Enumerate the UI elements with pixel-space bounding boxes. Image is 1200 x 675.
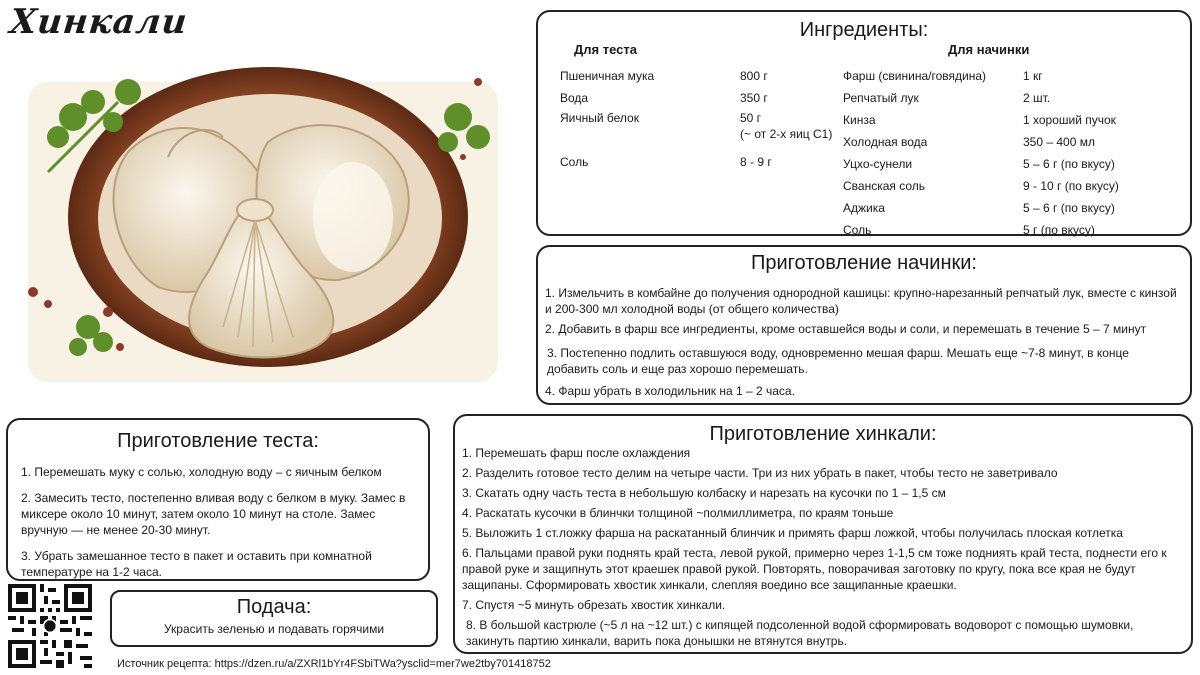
recipe-source-link[interactable]: Источник рецепта: https://dzen.ru/a/ZXRl1bYr4FSbiTWa?ysclid=mer7we2tby701418752	[117, 658, 551, 670]
serving-text: Украсить зеленью и подавать горячими	[163, 622, 385, 636]
dough-prep-title: Приготовление теста:	[117, 430, 319, 452]
ingredient-row	[843, 223, 1183, 245]
filling-steps	[545, 285, 1182, 405]
filling-prep-panel	[536, 245, 1192, 405]
step: 4. Фарш убрать в холодильник на 1 – 2 часа.	[545, 384, 795, 398]
dough-ingredients-header: Для теста	[574, 42, 637, 57]
ingredient-row	[843, 201, 1183, 223]
ingredients-panel	[536, 10, 1192, 236]
step: 1. Измельчить в комбайне до получения однородной кашицы: крупно-нарезанный репчатый лук, вместе с кинзой и 200-300 мл холодной воды (от общего количества)	[545, 286, 1177, 316]
serving-panel	[110, 590, 438, 647]
step: 1. Перемешать муку с солью, холодную воду – с яичным белком	[21, 465, 382, 479]
khinkali-prep-title: Приготовление хинкали:	[709, 423, 937, 445]
ingredient-amount: 5 г (по вкусу)	[1023, 223, 1095, 237]
ingredient-row	[560, 69, 840, 91]
serving-title: Подача:	[236, 596, 312, 618]
step: 3. Постепенно подлить оставшуюся воду, одновременно мешая фарш. Мешать еще ~7-8 минут, в конце добавить соль и еще раз хорошо перемешать.	[547, 346, 1129, 376]
ingredient-row	[560, 91, 840, 111]
ingredient-note: (~ от 2-х яиц С1)	[740, 127, 833, 141]
step: 8. В большой кастрюле (~5 л на ~12 шт.) с кипящей подсоленной водой сформировать водоворот с помощью шумовки, закинуть партию хинкали, варить пока донышки не втянутся внутрь.	[466, 618, 1134, 648]
ingredient-amount: 5 – 6 г (по вкусу)	[1023, 157, 1115, 171]
filling-ingredients-list	[843, 69, 1183, 245]
dough-prep-panel	[6, 418, 430, 581]
step: 2. Разделить готовое тесто делим на четыре части. Три из них убрать в пакет, чтобы тесто не заветривало	[462, 466, 1058, 480]
step: 3. Убрать замешанное тесто в пакет и оставить при комнатной температуре на 1-2 часа.	[21, 549, 372, 579]
ingredient-row	[843, 91, 1183, 113]
ingredient-row	[560, 155, 840, 175]
ingredient-amount: 5 – 6 г (по вкусу)	[1023, 201, 1115, 215]
step: 3. Скатать одну часть теста в небольшую колбаску и нарезать на кусочки по 1 – 1,5 см	[462, 486, 946, 500]
ingredient-amount: 50 г	[740, 111, 762, 125]
ingredient-row	[843, 135, 1183, 157]
step: 2. Замесить тесто, постепенно вливая воду с белком в муку. Замес в миксере около 10 минут, затем около 10 минут на столе. Замес вручную — не менее 20-30 минут.	[21, 491, 406, 537]
ingredient-amount: 350 г	[740, 91, 768, 105]
ingredient-amount: 1 кг	[1023, 69, 1043, 83]
ingredient-name: Репчатый лук	[843, 91, 919, 105]
step: 2. Добавить в фарш все ингредиенты, кроме оставшейся воды и соли, и перемешать в течение 5 – 7 минут	[545, 322, 1147, 336]
ingredient-amount: 2 шт.	[1023, 91, 1051, 105]
ingredient-name: Сванская соль	[843, 179, 926, 193]
ingredient-name: Пшеничная мука	[560, 69, 655, 83]
step: 6. Пальцами правой руки поднять край теста, левой рукой, примерно через 1-1,5 см тоже подниять край теста, поднести его к правой руке и защипнуть этот краешек правой рукой. Повторять, поворачивая заготовку по кругу, пока все края не будут защипаны. Сформировать хвостик хинкали, слепляя воедино все защипанные краешки.	[462, 546, 1167, 592]
ingredient-name: Фарш (свинина/говядина)	[843, 69, 986, 83]
ingredient-name: Соль	[560, 155, 589, 169]
ingredient-amount: 8 - 9 г	[740, 155, 772, 169]
ingredient-row	[843, 157, 1183, 179]
khinkali-prep-panel	[453, 414, 1193, 654]
ingredient-name: Уцхо-сунели	[843, 157, 913, 171]
ingredient-name: Кинза	[843, 113, 876, 127]
qr-code[interactable]	[8, 584, 92, 668]
ingredient-name: Яичный белок	[560, 111, 639, 125]
ingredient-amount: 1 хороший пучок	[1023, 113, 1116, 127]
ingredient-row	[560, 111, 840, 155]
step: 7. Спустя ~5 минуть обрезать хвостик хинкали.	[462, 598, 726, 612]
ingredient-name: Холодная вода	[843, 135, 928, 149]
ingredient-row	[843, 113, 1183, 135]
step: 1. Перемешать фарш после охлаждения	[462, 446, 691, 460]
step: 4. Раскатать кусочки в блинчки толщиной ~полмиллиметра, по краям тоньше	[462, 506, 894, 520]
step: 5. Выложить 1 ст.ложку фарша на раскатанный блинчик и примять фарш ложкой, чтобы получилась плоская котлетка	[462, 526, 1123, 540]
ingredient-name: Аджика	[843, 201, 885, 215]
ingredients-title: Ингредиенты:	[799, 19, 929, 41]
khinkali-illustration	[8, 42, 508, 400]
ingredient-row	[843, 69, 1183, 91]
filling-prep-title: Приготовление начинки:	[751, 252, 977, 274]
khinkali-steps	[462, 445, 1183, 655]
ingredient-amount: 800 г	[740, 69, 768, 83]
filling-ingredients-header: Для начинки	[948, 42, 1030, 57]
ingredient-amount: 9 - 10 г (по вкусу)	[1023, 179, 1119, 193]
ingredient-name: Вода	[560, 91, 589, 105]
ingredient-name: Соль	[843, 223, 872, 237]
ingredient-row	[843, 179, 1183, 201]
ingredient-amount: 350 – 400 мл	[1023, 135, 1095, 149]
dough-ingredients-list	[560, 69, 840, 175]
dough-steps	[21, 464, 418, 579]
recipe-title: Хинкали	[7, 2, 190, 42]
